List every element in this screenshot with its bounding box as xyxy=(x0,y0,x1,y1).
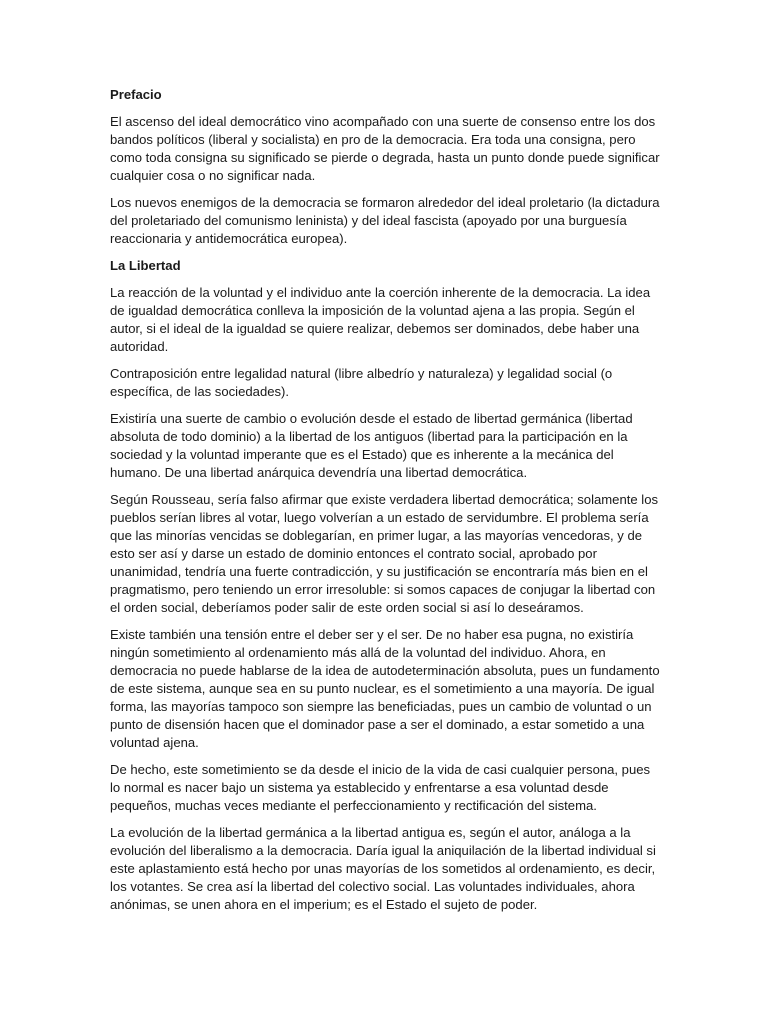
heading-la-libertad: La Libertad xyxy=(110,258,181,273)
paragraph: Los nuevos enemigos de la democracia se formaron alrededor del ideal proletario (la dictadura del proletariado del comunismo leninista) y del ideal fascista (apoyado por una burguesía reaccionaria y antidemocrática europea). xyxy=(110,195,660,246)
paragraph: La evolución de la libertad germánica a la libertad antigua es, según el autor, análoga a la evolución del liberalismo a la democracia. Daría igual la aniquilación de la libertad individual si este aplastamiento está hecho por unas mayorías de los sometidos al ordenamiento, es decir, los votantes. Se crea así la libertad del colectivo social. Las voluntades individuales, ahora anónimas, se unen ahora en el imperium; es el Estado el sujeto de poder. xyxy=(110,825,656,912)
paragraph: Existe también una tensión entre el deber ser y el ser. De no haber esa pugna, no existiría ningún sometimiento al ordenamiento más allá de la voluntad del individuo. Ahora, en democracia no puede hablarse de la idea de autodeterminación absoluta, pues un fundamento de este sistema, aunque sea en su punto nuclear, es el sometimiento a una mayoría. De igual forma, las mayorías tampoco son siempre las beneficiadas, pues un cambio de voluntad o un punto de disensión hacen que el dominador pase a ser el dominado, a estar sometido a una voluntad ajena. xyxy=(110,627,660,750)
paragraph: Según Rousseau, sería falso afirmar que existe verdadera libertad democrática; solamente los pueblos serían libres al votar, luego volverían a un estado de servidumbre. El problema sería que las minorías vencidas se doblegarían, en primer lugar, a las mayorías vencedoras, y de esto ser así y darse un estado de dominio entonces el contrato social, aprobado por unanimidad, tendría una fuerte contradicción, y su justificación se encontraría más bien en el pragmatismo, pero teniendo un error irresoluble: si somos capaces de conjugar la libertad con el orden social, deberíamos poder salir de este orden social si así lo deseáramos. xyxy=(110,492,659,615)
paragraph: Existiría una suerte de cambio o evolución desde el estado de libertad germánica (libertad absoluta de todo dominio) a la libertad de los antiguos (libertad para la participación en la sociedad y la voluntad imperante que es el Estado) que es inherente a la mecánica del humano. De una libertad anárquica devendría una libertad democrática. xyxy=(110,411,633,480)
document-body xyxy=(110,86,662,923)
paragraph: La reacción de la voluntad y el individuo ante la coerción inherente de la democracia. La idea de igualdad democrática conlleva la imposición de la voluntad ajena a las propia. Según el autor, si el ideal de la igualdad se quiere realizar, debemos ser dominados, debe haber una autoridad. xyxy=(110,285,651,354)
heading-prefacio: Prefacio xyxy=(110,87,162,102)
paragraph: De hecho, este sometimiento se da desde el inicio de la vida de casi cualquier persona, pues lo normal es nacer bajo un sistema ya establecido y enfrentarse a esa voluntad desde pequeños, muchas veces mediante el perfeccionamiento y rectificación del sistema. xyxy=(110,762,651,813)
paragraph: Contraposición entre legalidad natural (libre albedrío y naturaleza) y legalidad social (o específica, de las sociedades). xyxy=(110,366,613,399)
paragraph: El ascenso del ideal democrático vino acompañado con una suerte de consenso entre los dos bandos políticos (liberal y socialista) en pro de la democracia. Era toda una consigna, pero como toda consigna su significado se pierde o degrada, hasta un punto donde puede significar cualquier cosa o no significar nada. xyxy=(110,114,660,183)
